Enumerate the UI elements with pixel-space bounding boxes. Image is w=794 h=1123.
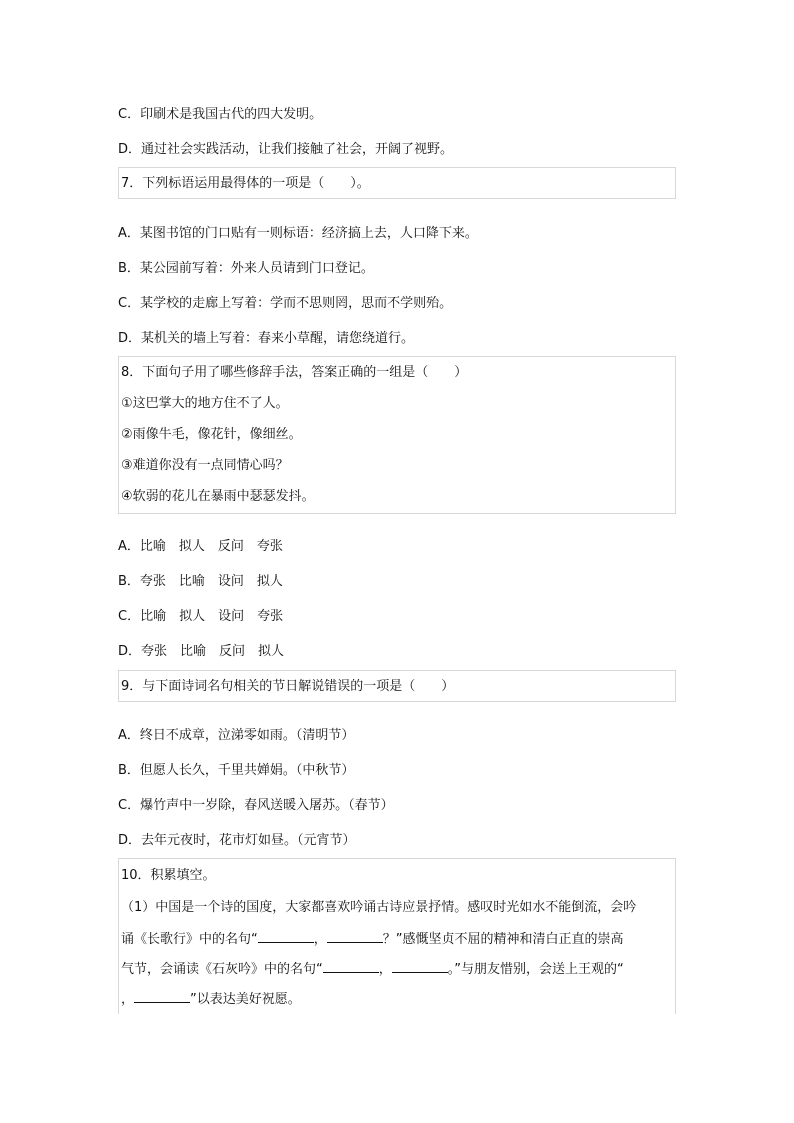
q8-option-b: B．夸张 比喻 设问 拟人 bbox=[118, 574, 283, 589]
q10-paragraph-line-4 bbox=[121, 989, 301, 1009]
q8-sentence-3: ③难道你没有一点同情心吗？ bbox=[121, 458, 289, 473]
q10-line2-text-b: ？”感慨坚贞不屈的精神和清白正直的崇高 bbox=[382, 932, 624, 947]
q10-line4-text-b: ”以表达美好祝愿。 bbox=[190, 992, 301, 1007]
q9-option-b: B．但愿人长久，千里共婵娟。（中秋节） bbox=[118, 763, 355, 778]
q10-paragraph-line-3 bbox=[121, 959, 624, 979]
q10-paragraph-line-1: （1）中国是一个诗的国度，大家都喜欢吟诵古诗应景抒情。感叹时光如水不能倒流，会吟 bbox=[121, 900, 637, 915]
q10-line3-sep: ， bbox=[378, 962, 392, 977]
blank-4[interactable] bbox=[392, 959, 448, 973]
q8-option-a: A．比喻 拟人 反问 夸张 bbox=[118, 539, 283, 554]
q7-stem-box bbox=[118, 167, 676, 199]
q9-stem-box bbox=[118, 670, 676, 702]
q10-line3-text-a: 气节，会诵读《石灰吟》中的名句“ bbox=[121, 962, 323, 977]
q7-option-b: B．某公园前写着：外来人员请到门口登记。 bbox=[118, 261, 374, 276]
q6-option-d: D．通过社会实践活动，让我们接触了社会，开阔了视野。 bbox=[118, 142, 454, 157]
blank-1[interactable] bbox=[258, 929, 314, 943]
q7-option-d: D．某机关的墙上写着：春来小草醒，请您绕道行。 bbox=[118, 331, 415, 346]
q8-sentence-2: ②雨像牛毛，像花针，像细丝。 bbox=[121, 427, 302, 442]
q9-option-d: D．去年元夜时，花市灯如昼。（元宵节） bbox=[118, 833, 356, 848]
q8-option-c: C．比喻 拟人 设问 夸张 bbox=[118, 609, 284, 624]
q10-line4-text-a: ， bbox=[121, 992, 135, 1007]
q9-option-c: C．爆竹声中一岁除，春风送暖入屠苏。（春节） bbox=[118, 798, 394, 813]
blank-2[interactable] bbox=[327, 929, 383, 943]
blank-3[interactable] bbox=[323, 959, 379, 973]
q6-option-c: C．印刷术是我国古代的四大发明。 bbox=[118, 107, 323, 122]
q8-sentence-4: ④软弱的花儿在暴雨中瑟瑟发抖。 bbox=[121, 489, 315, 504]
q7-option-c: C．某学校的走廊上写着：学而不思则罔，思而不学则殆。 bbox=[118, 296, 453, 311]
q8-stem-box bbox=[118, 356, 676, 514]
q10-line2-sep: ， bbox=[313, 932, 327, 947]
q7-stem: 7．下列标语运用最得体的一项是（ ）。 bbox=[121, 176, 370, 191]
q8-sentence-1: ①这巴掌大的地方住不了人。 bbox=[121, 396, 289, 411]
blank-5[interactable] bbox=[134, 989, 190, 1003]
q10-stem: 10．积累填空。 bbox=[121, 868, 216, 883]
q9-stem: 9．与下面诗词名句相关的节日解说错误的一项是（ ） bbox=[121, 679, 455, 694]
q10-box bbox=[118, 858, 676, 1014]
q10-paragraph-line-2 bbox=[121, 929, 624, 949]
q9-option-a: A．终日不成章，泣涕零如雨。（清明节） bbox=[118, 728, 355, 743]
q10-line2-text-a: 诵《长歌行》中的名句“ bbox=[121, 932, 258, 947]
q8-stem: 8．下面句子用了哪些修辞手法，答案正确的一组是（ ） bbox=[121, 365, 468, 380]
q10-line3-text-b: 。”与朋友惜别，会送上王观的“ bbox=[447, 962, 624, 977]
q8-option-d: D．夸张 比喻 反问 拟人 bbox=[118, 644, 285, 659]
q7-option-a: A．某图书馆的门口贴有一则标语：经济搞上去，人口降下来。 bbox=[118, 226, 478, 241]
